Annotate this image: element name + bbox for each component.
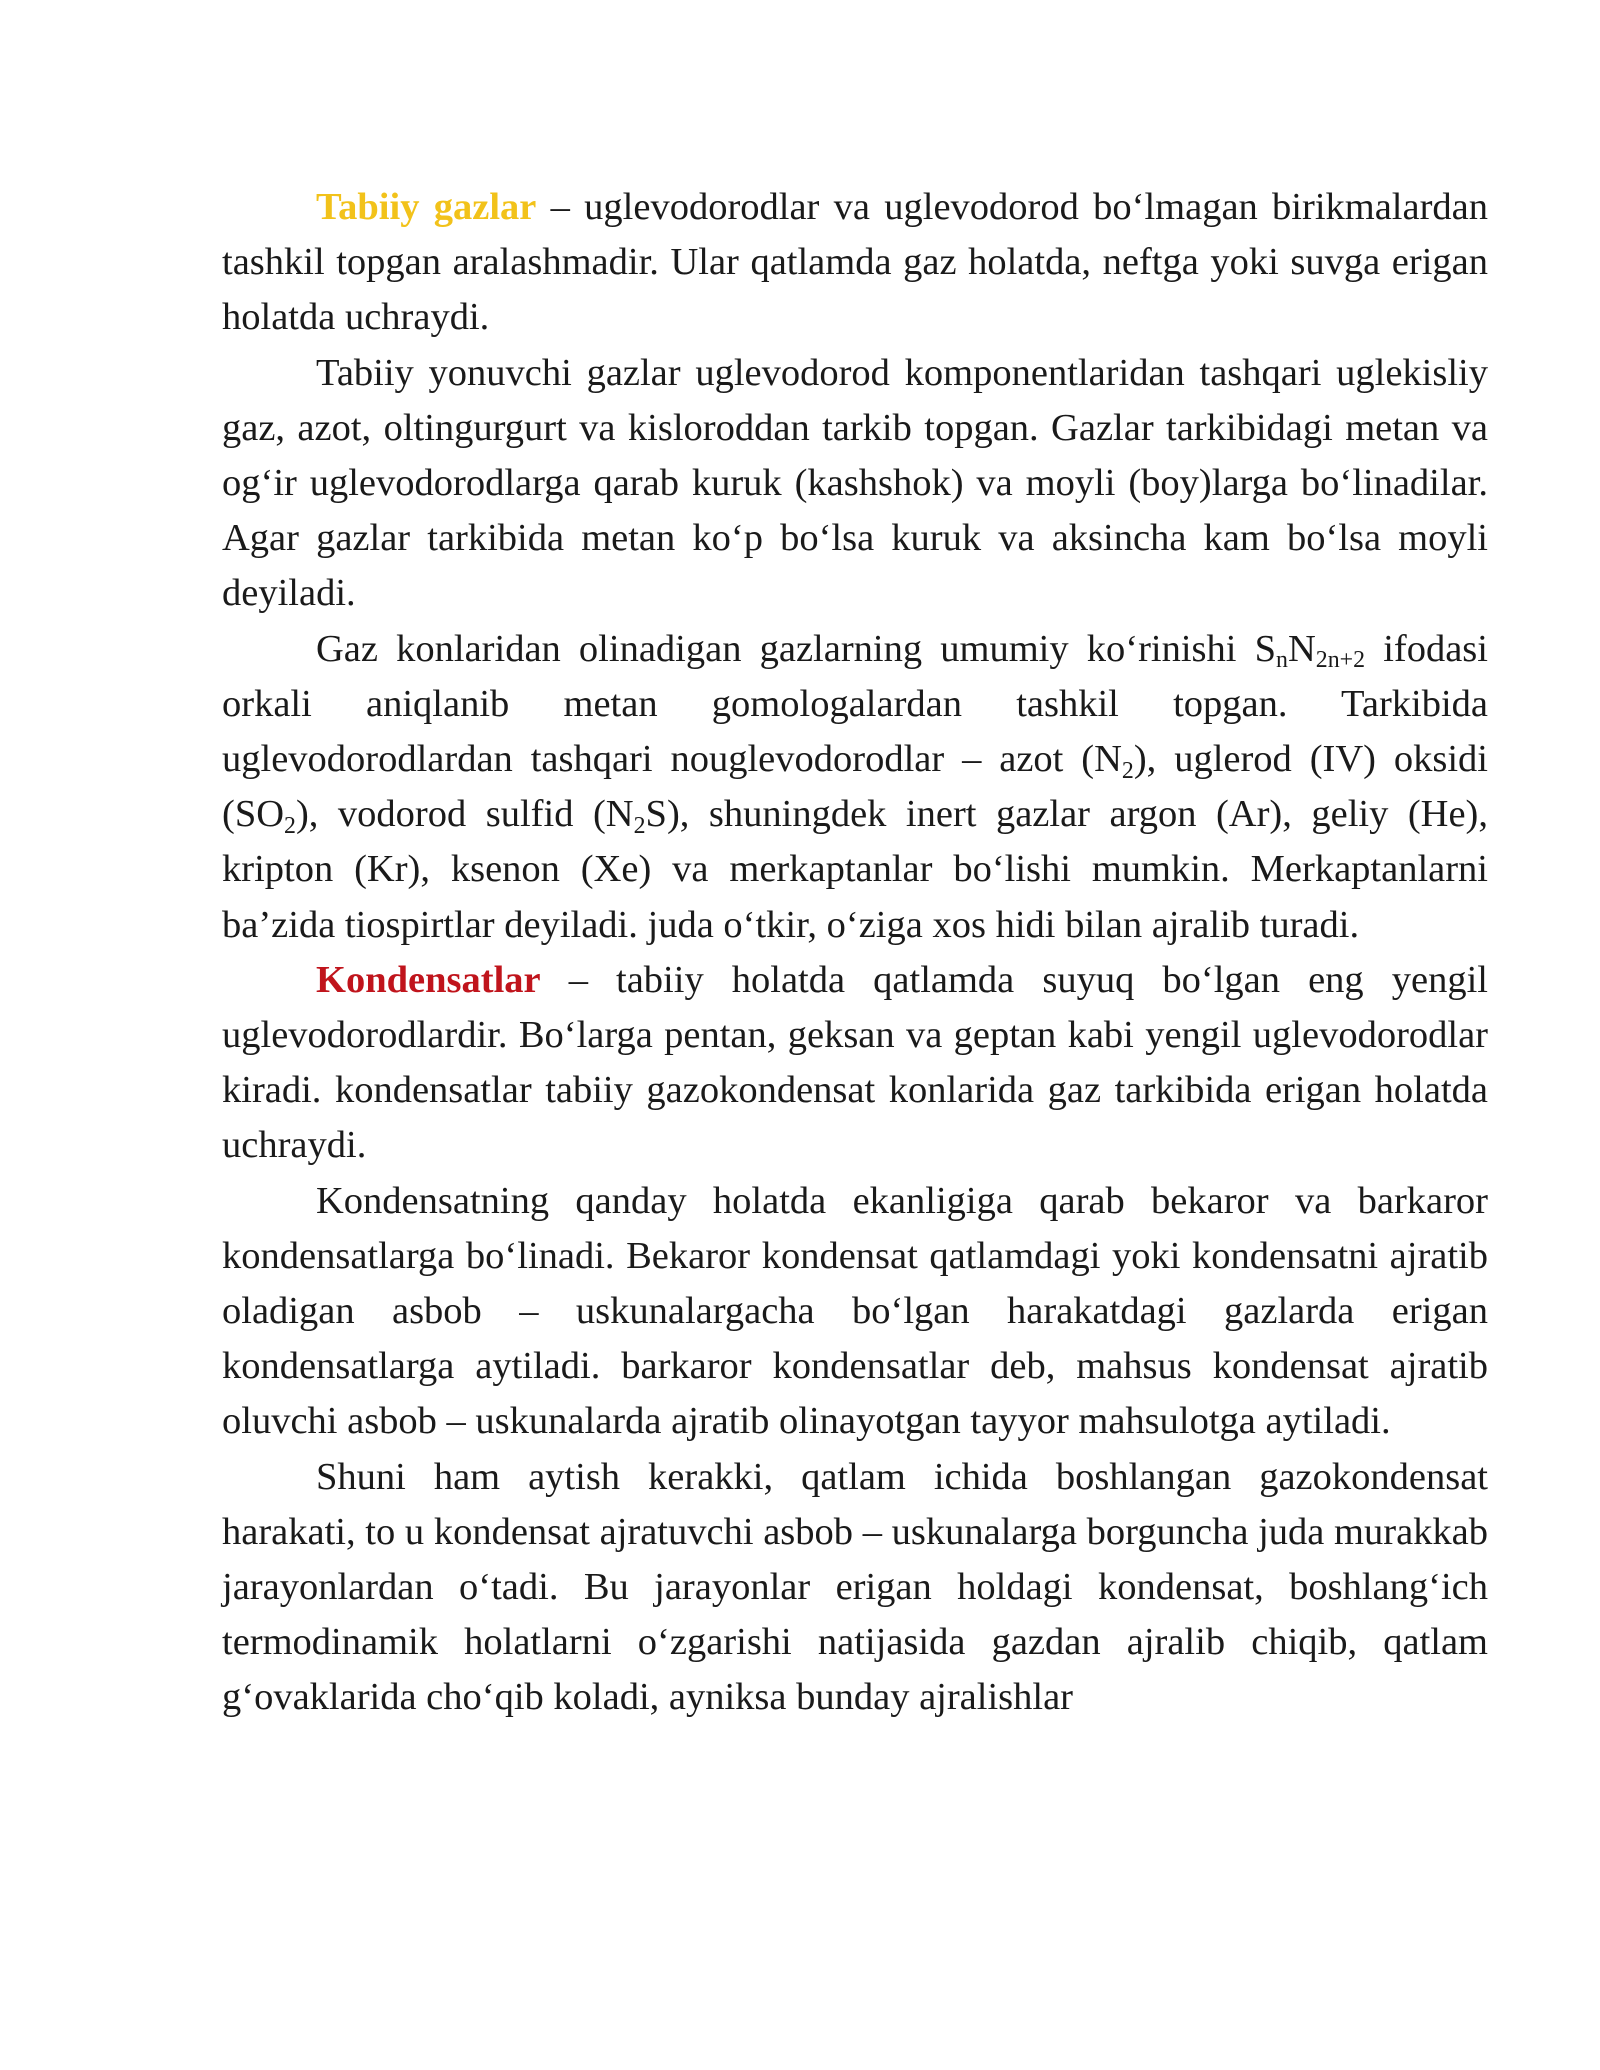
paragraph-tabiiy-gazlar <box>222 180 1488 346</box>
paragraph-text: Shuni ham aytish kerakki, qatlam ichida boshlangan gazokondensat harakati, to u kondensat ajratuvchi asbob – uskunalarga borguncha juda murakkab jarayonlardan o‘tadi. Bu jarayonlar erigan holdagi kondensat, boshlang‘ich termodinamik holatlarni o‘zgarishi natijasida gazdan ajralib chiqib, qatlam g‘ovaklarida cho‘qib koladi, ayniksa bunday ajralishlar <box>222 1455 1488 1719</box>
paragraph-text: ifodasi orkali aniqlanib metan gomologalardan tashkil topgan. Tarkibida uglevodorodlardan tashqari nouglevodorodlar – azot (N <box>222 627 1488 781</box>
paragraph-text: Kondensatning qanday holatda ekanligiga qarab bekaror va barkaror kondensatlarga bo‘linadi. Bekaror kondensat qatlamdagi yoki kondensatni ajratib oladigan asbob – uskunalargacha bo‘lgan harakatdagi gazlarda erigan kondensatlarga aytiladi. barkaror kondensatlar deb, mahsus kondensat ajratib oluvchi asbob – uskunalarda ajratib olinayotgan tayyor mahsulotga aytiladi. <box>222 1179 1488 1443</box>
term-kondensatlar: Kondensatlar <box>316 958 541 1001</box>
document-page <box>222 180 1488 1726</box>
paragraph-kondensatlar <box>222 953 1488 1174</box>
paragraph-text: – uglevodorodlar va uglevodorod bo‘lmagan birikmalardan tashkil topgan aralashmadir. Ular qatlamda gaz holatda, neftga yoki suvga erigan holatda uchraydi. <box>222 186 1488 339</box>
term-tabiiy-gazlar: Tabiiy gazlar <box>316 186 537 228</box>
paragraph-text: ), uglerod (IV) oksidi (SO <box>222 738 1488 836</box>
paragraph-text: S), shuningdek inert gazlar argon (Ar), geliy (He), kripton (Kr), ksenon (Xe) va merkaptanlar bo‘lishi mumkin. Merkaptanlarni ba’zida tiospirtlar deyiladi. juda o‘tkir, o‘ziga xos hidi bilan ajralib turadi. <box>222 793 1489 946</box>
paragraph-text: Gaz konlaridan olinadigan gazlarning umumiy ko‘rinishi S <box>316 627 1277 670</box>
paragraph-text: ), vodorod sulfid (N <box>295 793 634 836</box>
subscript: 2 <box>633 812 646 839</box>
paragraph-yonuvchi-gazlar <box>222 346 1488 622</box>
paragraph-gazokondensat-harakati <box>222 1450 1488 1726</box>
subscript: 2 <box>1121 757 1134 784</box>
subscript: n <box>1276 647 1288 674</box>
paragraph-text: N <box>1287 627 1316 670</box>
paragraph-gaz-formula <box>222 622 1488 953</box>
subscript: 2n+2 <box>1315 647 1366 674</box>
paragraph-text: – tabiiy holatda qatlamda suyuq bo‘lgan eng yengil uglevodorodlardir. Bo‘larga pentan, geksan va geptan kabi yengil uglevodorodlar kiradi. kondensatlar tabiiy gazokondensat konlarida gaz tarkibida erigan holatda uchraydi. <box>222 958 1488 1167</box>
subscript: 2 <box>284 812 296 839</box>
paragraph-kondensat-turlari <box>222 1174 1488 1450</box>
paragraph-text: Tabiiy yonuvchi gazlar uglevodorod komponentlaridan tashqari uglekisliy gaz, azot, oltingurgurt va kisloroddan tarkib topgan. Gazlar tarkibidagi metan va og‘ir uglevodorodlarga qarab kuruk (kashshok) va moyli (boy)larga bo‘linadilar. Agar gazlar tarkibida metan ko‘p bo‘lsa kuruk va aksincha kam bo‘lsa moyli deyiladi. <box>222 351 1488 615</box>
